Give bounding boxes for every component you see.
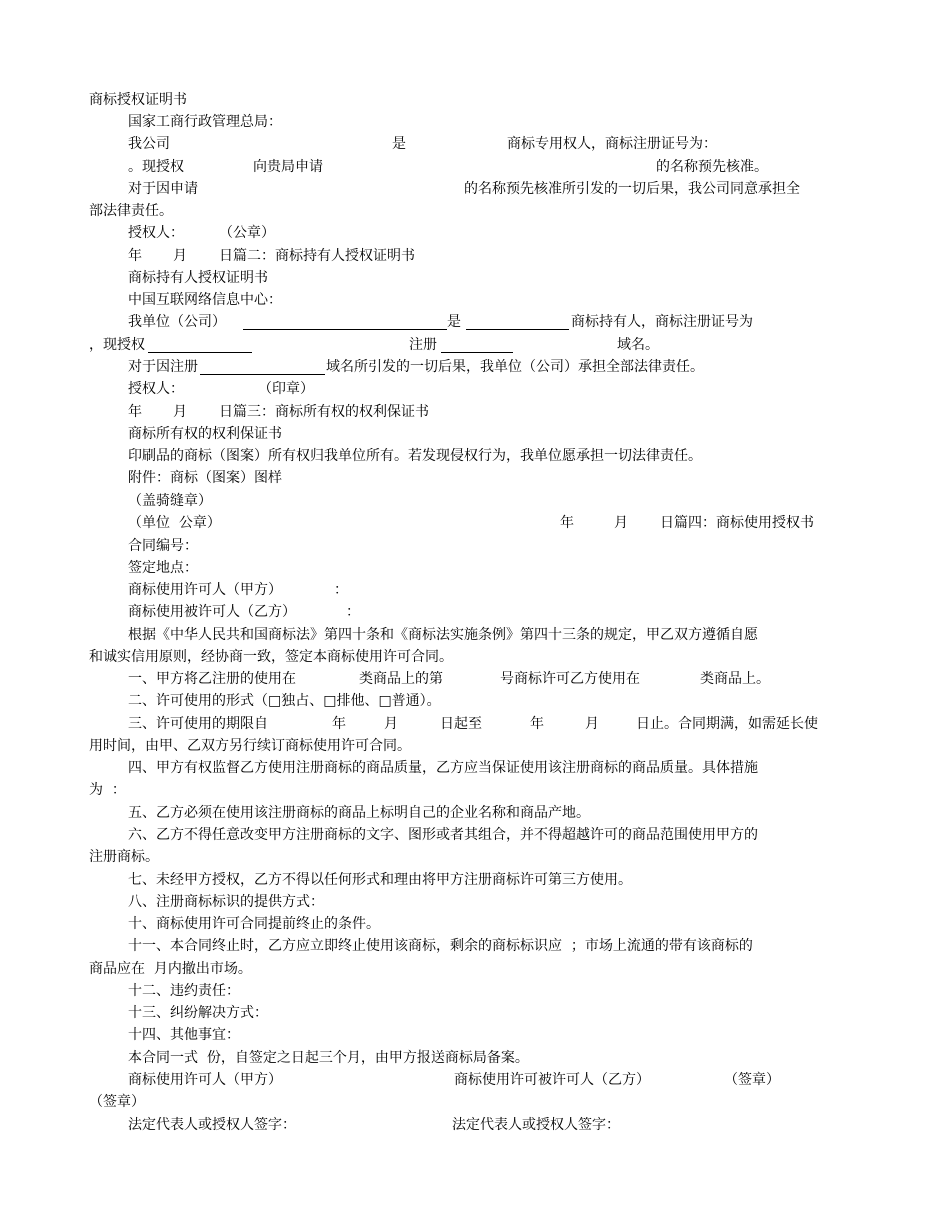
p4-party-b-colon: ： <box>346 604 360 620</box>
p2-date-month: 月 <box>173 404 187 420</box>
p4-party-a: 商标使用许可人（甲方） <box>128 582 282 598</box>
p3-seal-unit: （单位 公章） <box>128 515 221 531</box>
p4-clause1-a: 一、甲方将乙注册的使用在 <box>128 671 296 687</box>
p4-preamble-l2: 和诚实信用原则，经协商一致，签定本商标使用许可合同。 <box>89 649 453 665</box>
p4-sign-party-a: 商标使用许可人（甲方） <box>128 1072 282 1088</box>
blank-line <box>148 338 252 353</box>
p1-date-month: 月 <box>173 248 187 264</box>
p3-date-year: 年 <box>560 515 574 531</box>
p1-date-day: 日篇二：商标持有人授权证明书 <box>219 248 415 264</box>
p4-party-b: 商标使用被许可人（乙方） <box>128 604 296 620</box>
p4-clause1-c: 号商标许可乙方使用在 <box>500 671 640 687</box>
p4-clause7: 七、未经甲方授权，乙方不得以任何形式和理由将甲方注册商标许可第三方使用。 <box>128 872 632 888</box>
p4-clause3-d: 日起至 <box>440 716 482 732</box>
p3-title: 商标所有权的权利保证书 <box>128 426 282 442</box>
p1-authorizer: 授权人： <box>128 225 184 241</box>
p2-l3-b: 域名所引发的一切后果，我单位（公司）承担全部法律责任。 <box>326 359 704 375</box>
p1-l2-c: 的名称预先核准。 <box>656 159 768 175</box>
p1-l2-b: 向贵局申请 <box>253 159 323 175</box>
p4-clause3-g: 日止。合同期满，如需延长使 <box>636 716 818 732</box>
p2-l2-a: ，现授权 <box>89 337 145 353</box>
p4-sign-party-b: 商标使用许可被许可人（乙方） <box>454 1072 650 1088</box>
p2-title: 商标持有人授权证明书 <box>128 270 268 286</box>
p1-l4: 部法律责任。 <box>89 203 173 219</box>
p3-seal-stitch: （盖骑缝章） <box>128 493 212 509</box>
p1-l3-b: 的名称预先核准所引发的一切后果，我公司同意承担全 <box>464 181 800 197</box>
p4-sign-party-b-seal: （签章） <box>724 1072 780 1088</box>
p4-clause13: 十三、纠纷解决方式： <box>128 1005 268 1021</box>
p4-clause4-l2: 为 ： <box>89 782 126 798</box>
p4-rep-signature-b: 法定代表人或授权人签字： <box>452 1117 620 1133</box>
p2-l1-b: 是 <box>447 314 461 330</box>
p4-clause14: 十四、其他事宜： <box>128 1027 240 1043</box>
p1-l1-b: 是 <box>392 136 406 152</box>
p4-clause11-l1: 十一、本合同终止时，乙方应立即终止使用该商标，剩余的商标标识应 ；市场上流通的带有该商标的 <box>128 938 753 954</box>
p4-clause3-f: 月 <box>585 716 599 732</box>
p4-clause4-l1: 四、甲方有权监督乙方使用注册商标的商品质量，乙方应当保证使用该注册商标的商品质量。具体措施 <box>128 760 758 776</box>
p4-clause12: 十二、违约责任： <box>128 983 240 999</box>
p2-addressee: 中国互联网络信息中心： <box>128 292 282 308</box>
p4-clause1-d: 类商品上。 <box>700 671 770 687</box>
p2-l2-c: 域名。 <box>617 337 659 353</box>
p4-clause1-b: 类商品上的第 <box>359 671 443 687</box>
p2-l1-c: 商标持有人，商标注册证号为 <box>571 314 753 330</box>
p4-rep-signature-a: 法定代表人或授权人签字： <box>128 1117 296 1133</box>
p4-place: 签定地点： <box>128 560 198 576</box>
p3-l1: 印刷品的商标（图案）所有权归我单位所有。若发现侵权行为，我单位愿承担一切法律责任。 <box>128 448 702 464</box>
p4-clause6-l2: 注册商标。 <box>89 849 159 865</box>
p4-clause3-e: 年 <box>530 716 544 732</box>
p2-l1-a: 我单位（公司） <box>128 314 226 330</box>
p4-contract-no: 合同编号： <box>128 538 198 554</box>
p4-party-a-colon: ： <box>334 582 348 598</box>
p2-seal: （印章） <box>258 381 314 397</box>
p3-attachment: 附件：商标（图案）图样 <box>128 470 282 486</box>
p1-date-year: 年 <box>128 248 142 264</box>
p2-date-day: 日篇三：商标所有权的权利保证书 <box>219 404 429 420</box>
p4-clause10: 十、商标使用许可合同提前终止的条件。 <box>128 916 380 932</box>
p4-clause8: 八、注册商标标识的提供方式： <box>128 894 324 910</box>
p3-date-day: 日篇四：商标使用授权书 <box>660 515 814 531</box>
blank-line <box>466 315 569 330</box>
p2-l2-b: 注册 <box>409 337 437 353</box>
p4-clause3-c: 月 <box>384 716 398 732</box>
p3-date-month: 月 <box>614 515 628 531</box>
blank-line <box>200 360 325 375</box>
p4-sign-party-a-seal: （签章） <box>89 1094 145 1110</box>
blank-line <box>441 338 513 353</box>
p2-authorizer: 授权人： <box>128 381 184 397</box>
doc-title: 商标授权证明书 <box>89 92 187 108</box>
p1-l1-c: 商标专用权人，商标注册证号为： <box>507 136 717 152</box>
p4-clause3-b: 年 <box>332 716 346 732</box>
p2-date-year: 年 <box>128 404 142 420</box>
p4-clause3-l2: 用时间，由甲、乙双方另行续订商标使用许可合同。 <box>89 738 411 754</box>
p1-l3-a: 对于因申请 <box>128 181 198 197</box>
p2-l3-a: 对于因注册 <box>128 359 198 375</box>
p4-filing: 本合同一式 份，自签定之日起三个月，由甲方报送商标局备案。 <box>128 1050 529 1066</box>
p1-addressee: 国家工商行政管理总局： <box>128 114 282 130</box>
p4-clause11-l2: 商品应在 月内撤出市场。 <box>89 961 252 977</box>
p4-preamble-l1: 根据《中华人民共和国商标法》第四十条和《商标法实施条例》第四十三条的规定，甲乙双方遵循自愿 <box>128 627 758 643</box>
p4-clause5: 五、乙方必须在使用该注册商标的商品上标明自己的企业名称和商品产地。 <box>128 805 590 821</box>
p1-l1-a: 我公司 <box>128 136 170 152</box>
p4-clause6-l1: 六、乙方不得任意改变甲方注册商标的文字、图形或者其组合，并不得超越许可的商品范围使用甲方的 <box>128 827 758 843</box>
p4-clause2: 二、许可使用的形式（□独占、□排他、□普通）。 <box>128 693 441 709</box>
p4-clause3-a: 三、许可使用的期限自 <box>128 716 268 732</box>
blank-line <box>243 315 447 330</box>
p1-seal: （公章） <box>219 225 275 241</box>
p1-l2-a: 。现授权 <box>128 159 184 175</box>
